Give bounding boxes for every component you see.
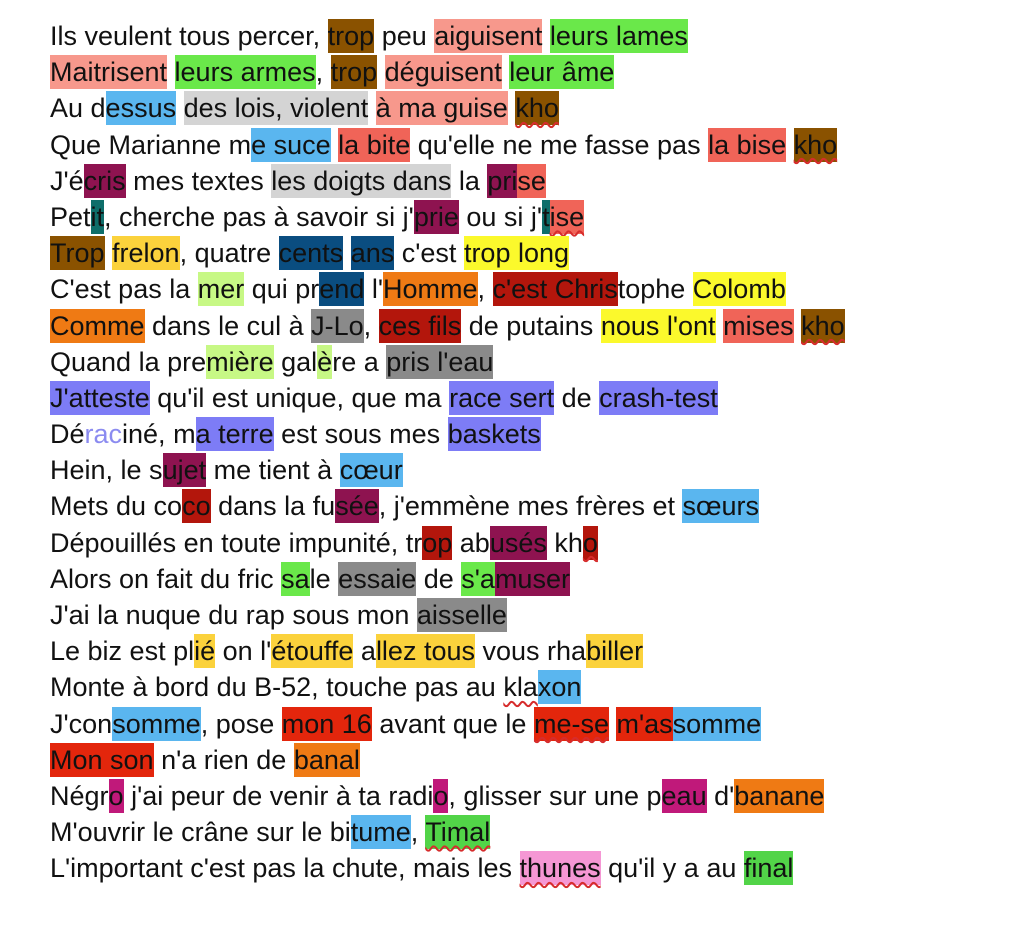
highlighted-segment: des lois, violent (183, 93, 369, 124)
highlighted-segment: la bite (338, 129, 411, 160)
highlighted-segment: it (90, 201, 105, 232)
highlighted-segment: op (422, 527, 453, 558)
lyric-line (50, 488, 1010, 524)
highlighted-segment: final (743, 853, 794, 884)
highlighted-segment: usés (489, 527, 547, 558)
text-segment: a (353, 636, 376, 667)
text-segment: Hein, le s (50, 455, 163, 486)
highlighted-segment: Homme (383, 274, 478, 305)
text-segment: j'ai peur de venir à ta radi (123, 780, 434, 811)
text-segment: qu'il est unique, que ma (149, 382, 450, 413)
highlighted-segment: ié (194, 636, 216, 667)
highlighted-segment: trop (330, 57, 378, 88)
text-segment (716, 311, 724, 341)
text-segment: gal (273, 346, 318, 377)
highlighted-segment: J'atteste (50, 382, 150, 413)
text-segment: , glisser sur une p (448, 780, 662, 811)
highlighted-segment: race sert (449, 382, 555, 413)
highlighted-segment: trop long (463, 238, 570, 269)
text-segment: qui pr (244, 274, 320, 305)
text-segment: J'con (50, 708, 113, 739)
text-segment (794, 311, 802, 341)
text-segment: me tient à (206, 455, 340, 486)
highlighted-segment: prie (413, 201, 459, 232)
text-segment: C'est pas la (50, 274, 198, 305)
highlighted-segment: o (582, 527, 598, 558)
lyric-line (50, 597, 1010, 633)
text-segment (176, 93, 184, 123)
text-segment: iné, m (122, 419, 196, 450)
text-segment: Au d (50, 93, 106, 124)
lyric-line (50, 18, 1010, 54)
text-segment: d' (706, 780, 735, 811)
highlighted-segment: trop (327, 21, 375, 51)
text-segment: J'ai la nuque du rap sous mon (50, 600, 417, 630)
highlighted-segment: les doigts dans (271, 165, 452, 196)
lyric-line (50, 778, 1010, 814)
lyric-line (50, 127, 1010, 163)
lyric-line (50, 850, 1010, 886)
highlighted-segment: frelon (112, 238, 180, 269)
highlighted-segment: pri (487, 165, 518, 196)
text-segment: de (416, 563, 462, 594)
highlighted-segment: nous l'ont (600, 310, 716, 341)
text-segment: re a (332, 346, 387, 377)
text-segment: est sous mes (273, 419, 448, 450)
lyric-line (50, 380, 1010, 416)
highlighted-segment: leurs lames (549, 21, 688, 51)
text-segment: M'ouvrir le crâne sur le bi (50, 817, 351, 848)
highlighted-segment: e suce (251, 129, 331, 160)
text-segment: tophe (617, 274, 693, 305)
lyric-line (50, 199, 1010, 235)
highlighted-segment: déguisent (384, 57, 502, 88)
highlighted-segment: llez tous (375, 636, 475, 667)
highlighted-segment: muser (494, 563, 570, 594)
highlighted-segment: eau (661, 780, 707, 811)
highlighted-segment: Trop (50, 238, 105, 269)
text-segment (368, 93, 376, 123)
highlighted-segment: o (433, 780, 449, 811)
lyric-line (50, 814, 1010, 850)
text-segment: Monte à bord du B-52, touche pas au (50, 672, 504, 703)
text-segment: Négr (50, 780, 109, 811)
highlighted-segment: leur âme (509, 57, 615, 88)
highlighted-segment: crash-test (599, 382, 718, 413)
text-segment: Que Marianne m (50, 129, 252, 160)
highlighted-segment: Maitrisent (50, 57, 168, 88)
text-segment: qu'elle ne me fasse pas (410, 129, 709, 160)
text-segment (167, 57, 175, 87)
text-segment: , (410, 817, 426, 848)
lyric-line (50, 271, 1010, 307)
highlighted-segment: o (108, 780, 124, 811)
text-segment: , cherche pas à savoir si j' (104, 201, 414, 232)
highlighted-segment: sœurs (682, 491, 759, 522)
text-segment: n'a rien de (153, 744, 294, 775)
text-segment: Dépouillés en toute impunité, tr (50, 527, 423, 558)
highlighted-segment: m'as (616, 708, 673, 739)
text-segment: l' (364, 274, 383, 305)
text-segment: kla (503, 672, 538, 703)
highlighted-segment: leurs armes (174, 57, 316, 88)
text-segment: Pet (50, 201, 91, 232)
highlighted-segment: a terre (195, 419, 274, 450)
highlighted-segment: somme (672, 708, 762, 739)
highlighted-segment: kho (793, 129, 838, 160)
lyric-line (50, 669, 1010, 705)
lyric-line (50, 742, 1010, 778)
text-segment (786, 130, 794, 160)
text-segment: le (309, 563, 339, 594)
text-segment: de (554, 382, 600, 413)
lyric-line (50, 633, 1010, 669)
text-segment: on l' (215, 636, 272, 667)
highlighted-segment: ans (350, 238, 395, 269)
text-segment: avant que le (371, 708, 534, 739)
lyric-line (50, 90, 1010, 126)
highlighted-segment: ise (549, 201, 585, 232)
text-segment: rac (84, 419, 123, 450)
text-segment: , (363, 310, 379, 341)
highlighted-segment: aisselle (416, 600, 507, 630)
highlighted-segment: mer (197, 274, 245, 305)
lyric-line (50, 235, 1010, 271)
text-segment: vous rha (475, 636, 587, 667)
text-segment (343, 238, 351, 268)
text-segment: Dé (50, 419, 85, 450)
lyric-line (50, 163, 1010, 199)
text-segment: Ils veulent tous percer, (50, 21, 328, 51)
highlighted-segment: è (317, 346, 333, 377)
lyric-line (50, 525, 1010, 561)
highlighted-segment: somme (112, 708, 201, 739)
text-segment: qu'il y a au (600, 853, 744, 884)
highlighted-segment: la bise (708, 129, 787, 160)
lyric-line (50, 706, 1010, 742)
text-segment: , (477, 274, 493, 305)
highlighted-segment: biller (586, 636, 644, 667)
highlighted-segment: ujet (162, 455, 207, 486)
text-segment: Quand la pre (50, 346, 207, 377)
highlighted-segment: Timal (425, 817, 491, 848)
text-segment: Le biz est pl (50, 636, 195, 667)
highlighted-segment: Mon son (50, 744, 154, 775)
highlighted-segment: sa (281, 563, 310, 594)
highlighted-segment: kho (801, 310, 845, 341)
highlighted-segment: Comme (50, 310, 145, 341)
text-segment: , pose (200, 708, 282, 739)
highlighted-segment: essus (105, 93, 177, 124)
text-segment (377, 57, 385, 87)
highlighted-segment: baskets (447, 419, 541, 450)
lyric-line (50, 308, 1010, 344)
highlighted-segment: sée (335, 491, 379, 522)
highlighted-segment: thunes (519, 853, 601, 884)
lyric-line (50, 344, 1010, 380)
text-segment: kh (546, 527, 583, 558)
highlighted-segment: tume (350, 817, 411, 848)
highlighted-segment: end (319, 274, 365, 305)
highlighted-segment: pris l'eau (386, 346, 494, 377)
highlighted-segment: t (542, 201, 550, 232)
text-segment: la (451, 165, 488, 196)
lyric-line (50, 561, 1010, 597)
text-segment: dans la fu (210, 491, 336, 522)
highlighted-segment: xon (537, 672, 582, 703)
lyric-line (50, 54, 1010, 90)
text-segment: peu (374, 21, 435, 51)
text-segment: Mets du co (50, 491, 183, 522)
highlighted-segment: Colomb (692, 274, 786, 305)
lyric-line (50, 416, 1010, 452)
text-segment: L'important c'est pas la chute, mais les (50, 853, 520, 884)
text-segment (105, 238, 113, 268)
highlighted-segment: kho (515, 93, 559, 124)
highlighted-segment: cris (83, 165, 126, 196)
lyrics-document (50, 18, 1010, 887)
highlighted-segment: à ma guise (375, 93, 508, 124)
text-segment: Alors on fait du fric (50, 563, 282, 594)
highlighted-segment: cents (278, 238, 344, 269)
highlighted-segment: banane (734, 780, 825, 811)
text-segment: dans le cul à (144, 310, 312, 341)
highlighted-segment: J-Lo (311, 310, 364, 341)
highlighted-segment: se (517, 165, 546, 196)
highlighted-segment: mière (206, 346, 274, 377)
highlighted-segment: co (182, 491, 211, 522)
highlighted-segment: ces fils (378, 310, 462, 341)
highlighted-segment: me-se (533, 708, 609, 739)
text-segment: c'est (394, 238, 464, 269)
highlighted-segment: aiguisent (434, 21, 543, 51)
text-segment: , (315, 57, 331, 88)
highlighted-segment: étouffe (271, 636, 354, 667)
highlighted-segment: essaie (338, 563, 417, 594)
highlighted-segment: mises (723, 310, 794, 341)
text-segment: , quatre (179, 238, 279, 269)
text-segment: mes textes (125, 165, 272, 196)
lyric-line (50, 452, 1010, 488)
highlighted-segment: s'a (461, 563, 495, 594)
text-segment (542, 21, 550, 51)
highlighted-segment: cœur (339, 455, 403, 486)
text-segment: de putains (461, 310, 601, 341)
highlighted-segment: c'est Chris (492, 274, 618, 305)
text-segment: J'é (50, 165, 84, 196)
highlighted-segment: banal (293, 744, 360, 775)
text-segment: ou si j' (458, 201, 543, 232)
text-segment: , j'emmène mes frères et (378, 491, 683, 522)
text-segment: ab (452, 527, 490, 558)
highlighted-segment: mon 16 (281, 708, 372, 739)
